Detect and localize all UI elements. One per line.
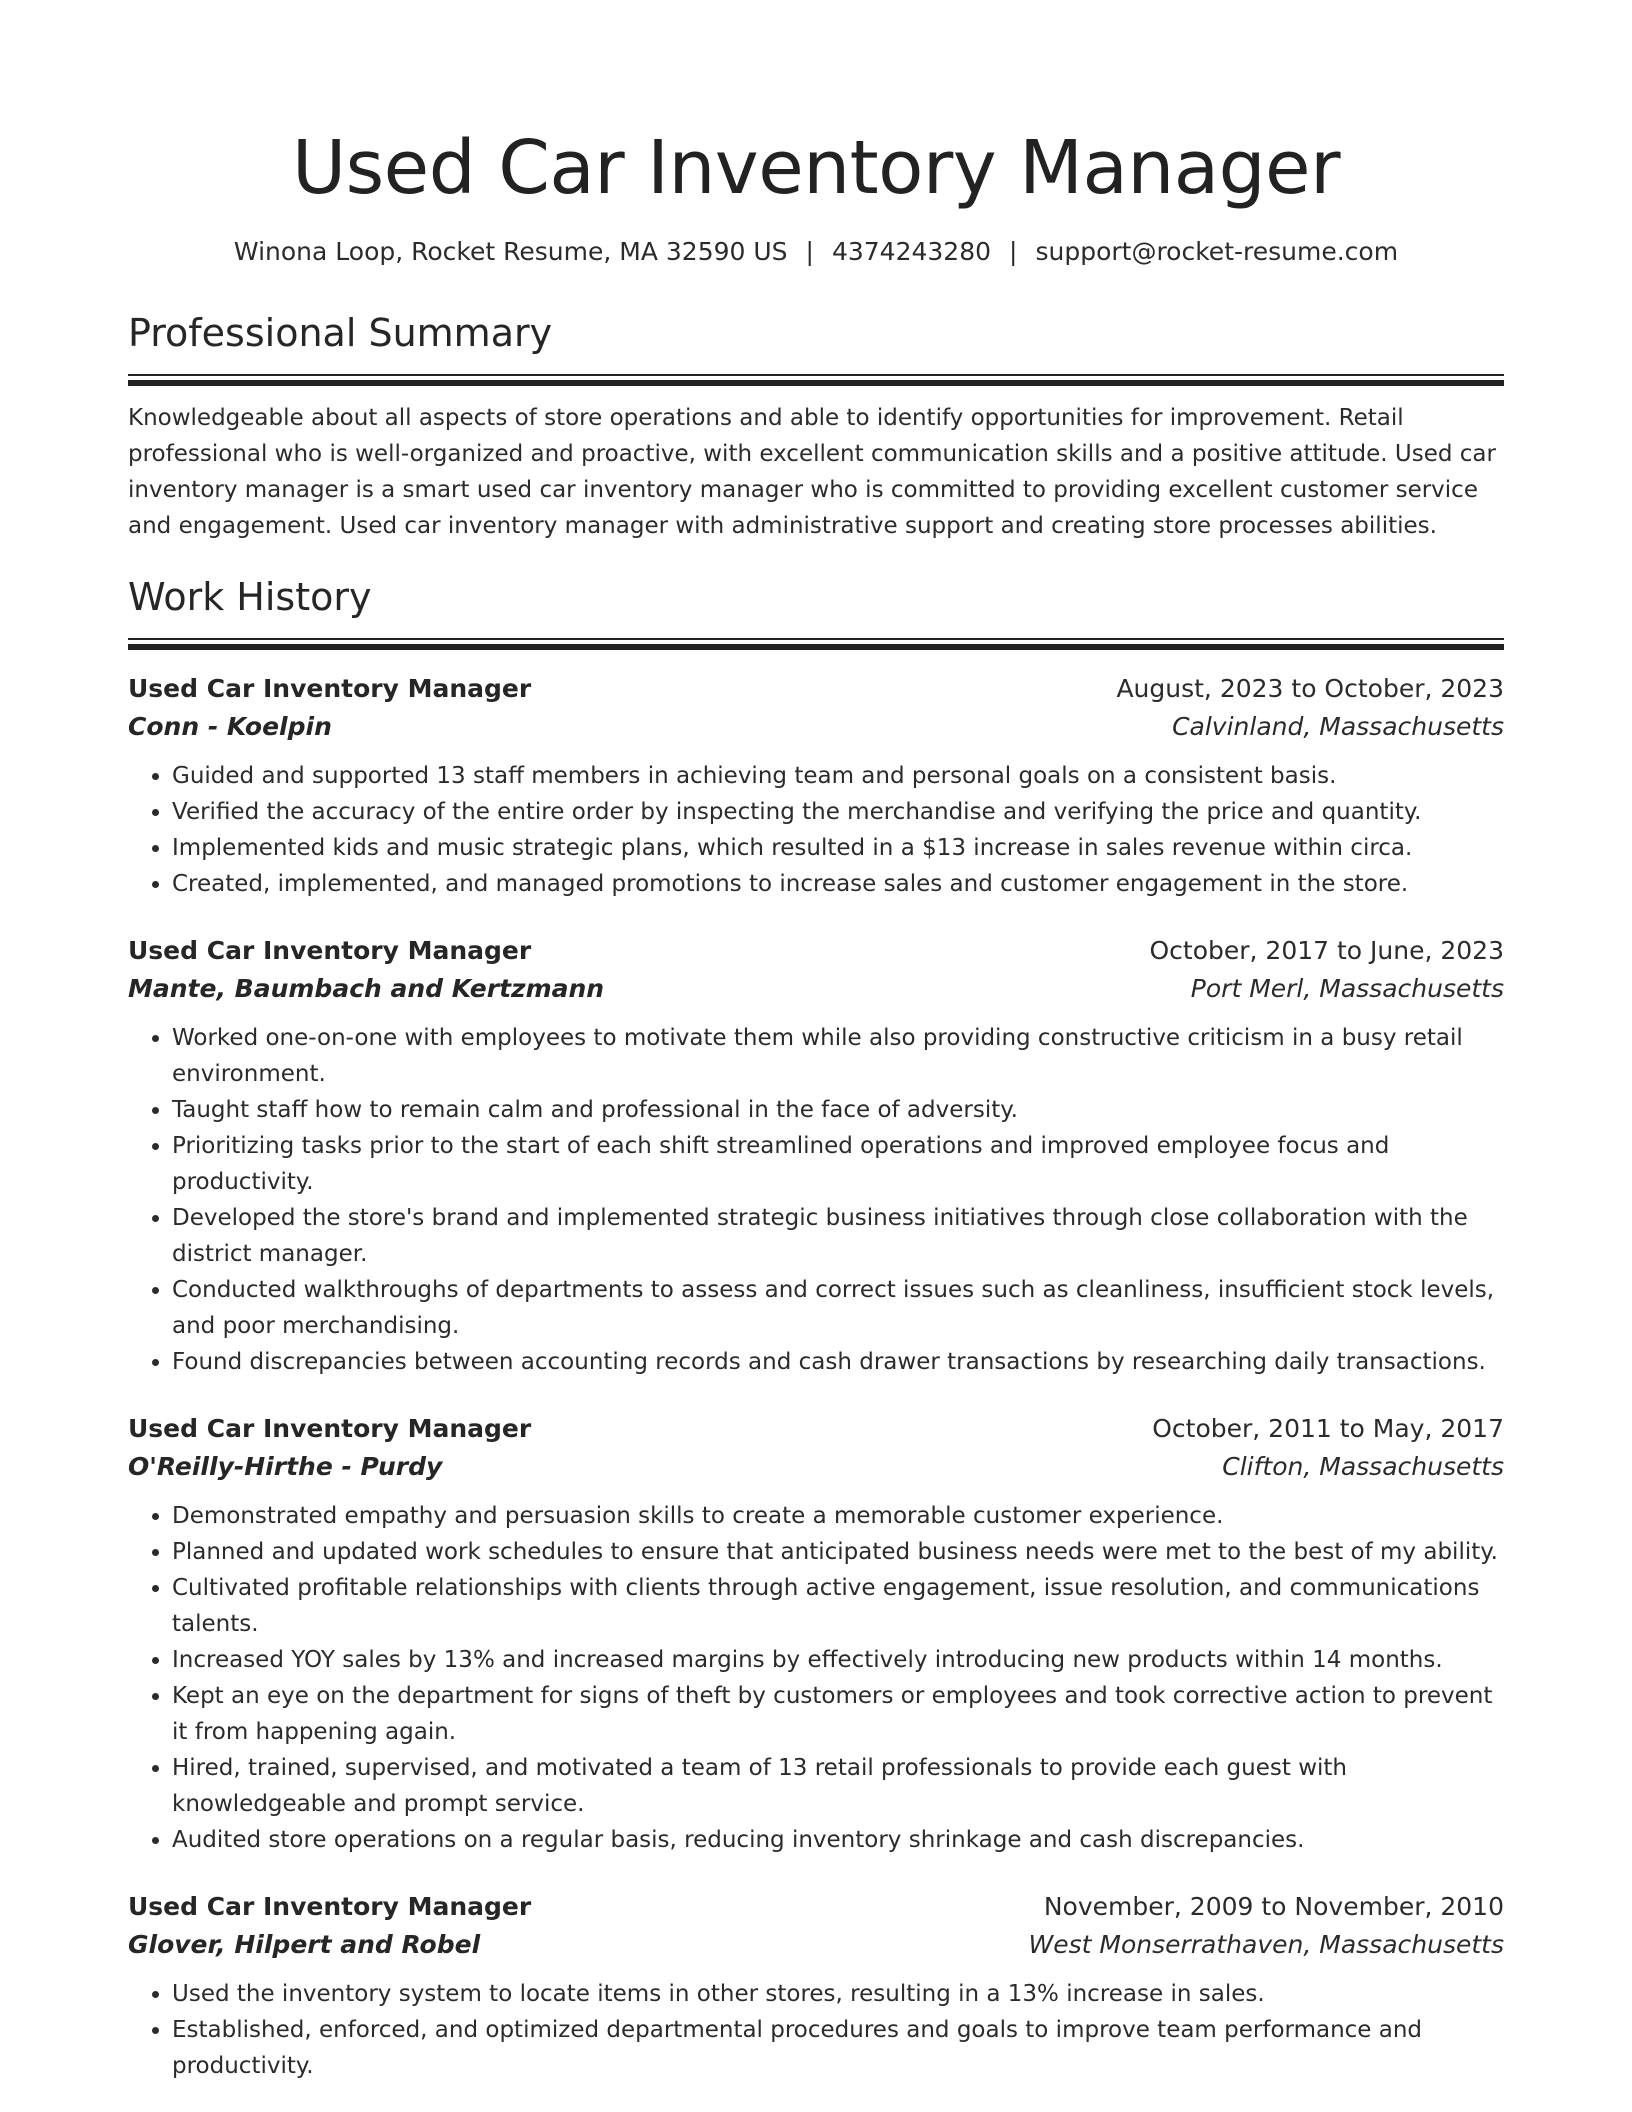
- section-title-summary: Professional Summary: [128, 311, 553, 355]
- job-title: Used Car Inventory Manager: [128, 936, 532, 965]
- job-company-row: [128, 1448, 1504, 1486]
- job-title: Used Car Inventory Manager: [128, 1892, 532, 1921]
- job-list: [128, 670, 1504, 2084]
- job-dates: October, 2017 to June, 2023: [1149, 936, 1504, 965]
- job-entry: [128, 670, 1504, 902]
- contact-address: Winona Loop, Rocket Resume, MA 32590 US: [233, 237, 788, 266]
- job-header-row: [128, 932, 1504, 970]
- job-bullet: • Guided and supported 13 staff members in achieving team and personal goals on a consistent basis.: [172, 758, 1504, 794]
- job-bullet-list: [128, 1498, 1504, 1858]
- job-location: Clifton, Massachusetts: [1222, 1452, 1504, 1481]
- contact-phone: 4374243280: [831, 237, 992, 266]
- job-bullet: • Increased YOY sales by 13% and increased margins by effectively introducing new products within 14 months.: [172, 1642, 1504, 1678]
- job-title: Used Car Inventory Manager: [128, 674, 532, 703]
- job-bullet-list: [128, 1976, 1504, 2084]
- professional-summary-section: [128, 308, 1504, 544]
- section-divider: [128, 374, 1504, 386]
- job-dates: August, 2023 to October, 2023: [1116, 674, 1504, 703]
- job-bullet-list: [128, 758, 1504, 902]
- job-company-row: [128, 970, 1504, 1008]
- contact-line: [128, 234, 1504, 270]
- job-bullet: • Verified the accuracy of the entire order by inspecting the merchandise and verifying the price and quantity.: [172, 794, 1504, 830]
- job-bullet: • Implemented kids and music strategic plans, which resulted in a $13 increase in sales revenue within circa.: [172, 830, 1504, 866]
- contact-separator: |: [805, 237, 814, 266]
- section-divider: [128, 638, 1504, 650]
- job-company: Mante, Baumbach and Kertzmann: [128, 974, 605, 1003]
- job-entry: [128, 1888, 1504, 2084]
- job-bullet: • Found discrepancies between accounting records and cash drawer transactions by researching daily transactions.: [172, 1344, 1504, 1380]
- job-bullet: • Used the inventory system to locate items in other stores, resulting in a 13% increase in sales.: [172, 1976, 1504, 2012]
- job-bullet: • Hired, trained, supervised, and motivated a team of 13 retail professionals to provide each guest with knowledgeable and prompt service.: [172, 1750, 1504, 1822]
- job-location: Port Merl, Massachusetts: [1190, 974, 1504, 1003]
- job-company: Conn - Koelpin: [128, 712, 332, 741]
- contact-separator: |: [1009, 237, 1018, 266]
- job-location: Calvinland, Massachusetts: [1172, 712, 1504, 741]
- job-bullet: • Taught staff how to remain calm and professional in the face of adversity.: [172, 1092, 1504, 1128]
- contact-email: support@rocket-resume.com: [1035, 237, 1399, 266]
- resume-name: Used Car Inventory Manager: [291, 125, 1341, 211]
- job-entry: [128, 932, 1504, 1380]
- job-header-row: [128, 1888, 1504, 1926]
- job-bullet-list: [128, 1020, 1504, 1380]
- job-dates: November, 2009 to November, 2010: [1043, 1892, 1504, 1921]
- job-bullet: • Established, enforced, and optimized departmental procedures and goals to improve team performance and productivity.: [172, 2012, 1504, 2084]
- job-header-row: [128, 670, 1504, 708]
- work-history-section: [128, 572, 1504, 2084]
- job-entry: [128, 1410, 1504, 1858]
- job-bullet: • Audited store operations on a regular basis, reducing inventory shrinkage and cash discrepancies.: [172, 1822, 1504, 1858]
- job-location: West Monserrathaven, Massachusetts: [1028, 1930, 1504, 1959]
- job-bullet: • Kept an eye on the department for signs of theft by customers or employees and took corrective action to prevent it from happening again.: [172, 1678, 1504, 1750]
- job-bullet: • Planned and updated work schedules to ensure that anticipated business needs were met to the best of my ability.: [172, 1534, 1504, 1570]
- job-bullet: • Created, implemented, and managed promotions to increase sales and customer engagement in the store.: [172, 866, 1504, 902]
- job-company-row: [128, 708, 1504, 746]
- job-bullet: • Worked one-on-one with employees to motivate them while also providing constructive criticism in a busy retail environment.: [172, 1020, 1504, 1092]
- job-bullet: • Developed the store's brand and implemented strategic business initiatives through close collaboration with the district manager.: [172, 1200, 1504, 1272]
- job-bullet: • Prioritizing tasks prior to the start of each shift streamlined operations and improved employee focus and productivity.: [172, 1128, 1504, 1200]
- job-bullet: • Demonstrated empathy and persuasion skills to create a memorable customer experience.: [172, 1498, 1504, 1534]
- job-company: Glover, Hilpert and Robel: [128, 1930, 481, 1959]
- job-title: Used Car Inventory Manager: [128, 1414, 532, 1443]
- job-header-row: [128, 1410, 1504, 1448]
- resume-page: [128, 118, 1504, 2084]
- job-company: O'Reilly-Hirthe - Purdy: [128, 1452, 443, 1481]
- section-title-work-history: Work History: [128, 575, 372, 619]
- job-dates: October, 2011 to May, 2017: [1152, 1414, 1504, 1443]
- job-company-row: [128, 1926, 1504, 1964]
- job-bullet: • Cultivated profitable relationships with clients through active engagement, issue resolution, and communications talents.: [172, 1570, 1504, 1642]
- job-bullet: • Conducted walkthroughs of departments to assess and correct issues such as cleanliness, insufficient stock levels, and poor merchandising.: [172, 1272, 1504, 1344]
- summary-text: Knowledgeable about all aspects of store operations and able to identify opportunities for improvement. Retail professional who is well-organized and proactive, with excellent communication skills and a positive attitude. Used car inventory manager is a smart used car inventory manager who is committed to providing excellent customer service and engagement. Used car inventory manager with administrative support and creating store processes abilities.: [128, 405, 1496, 539]
